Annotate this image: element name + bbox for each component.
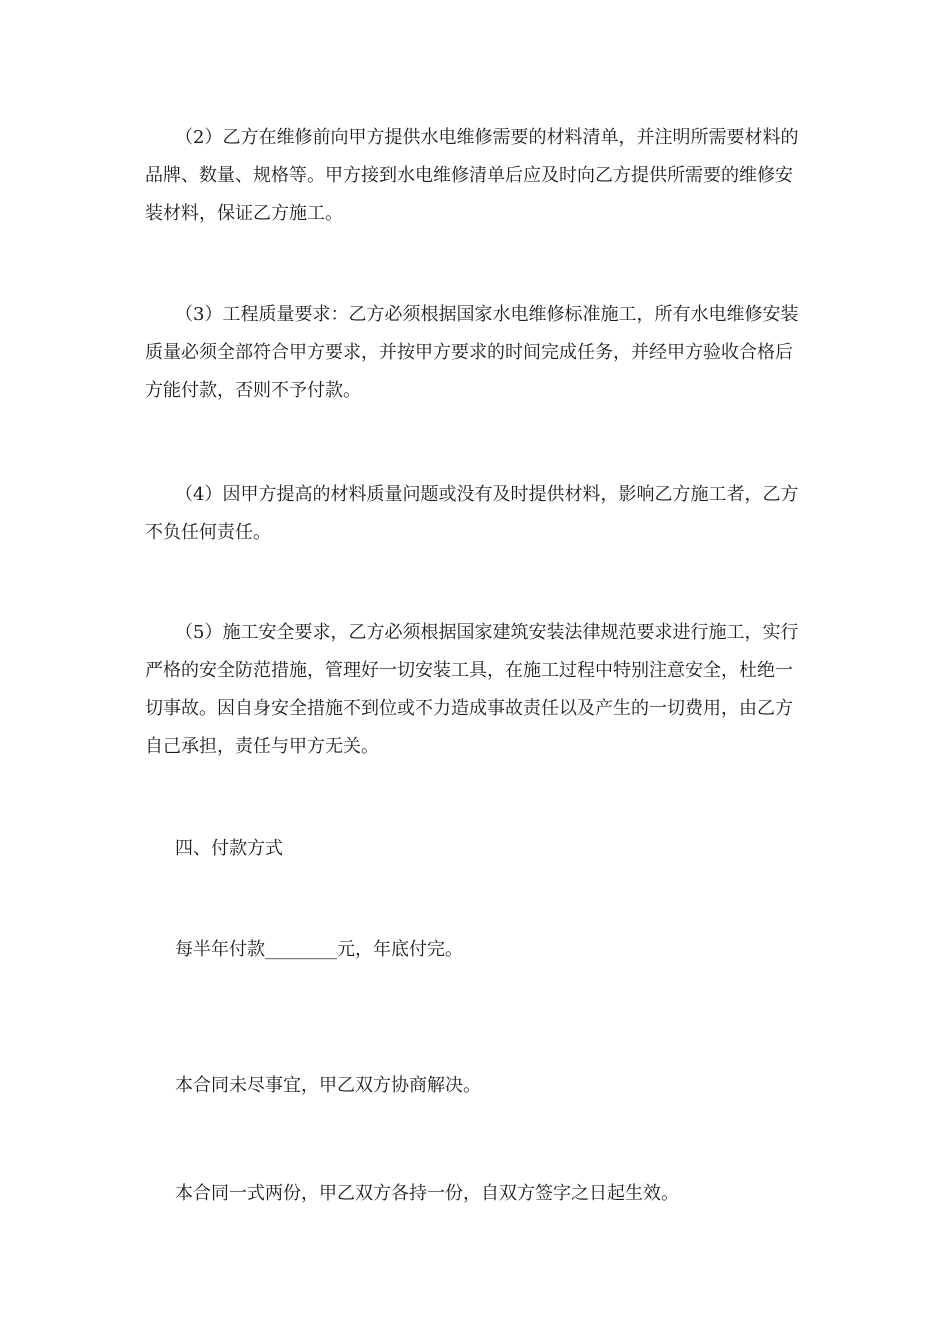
paragraph-material-list: （2）乙方在维修前向甲方提供水电维修需要的材料清单，并注明所需要材料的品牌、数量、规格等。甲方接到水电维修清单后应及时向乙方提供所需要的维修安装材料，保证乙方施工。 (145, 127, 799, 224)
paragraph-payment-terms: 每半年付款________元，年底付完。 (175, 939, 463, 960)
paragraph-material-liability: （4）因甲方提高的材料质量问题或没有及时提供材料，影响乙方施工者，乙方不负任何责任。 (145, 484, 799, 543)
paragraph-safety-requirements: （5）施工安全要求，乙方必须根据国家建筑安装法律规范要求进行施工，实行严格的安全防范措施，管理好一切安装工具，在施工过程中特别注意安全，杜绝一切事故。因自身安全措施不到位或不力造成事故责任以及产生的一切费用，由乙方自己承担，责任与甲方无关。 (145, 622, 799, 757)
paragraph-contract-copies: 本合同一式两份，甲乙双方各持一份，自双方签字之日起生效。 (175, 1183, 679, 1204)
paragraph-quality-requirements: （3）工程质量要求：乙方必须根据国家水电维修标准施工，所有水电维修安装质量必须全部符合甲方要求，并按甲方要求的时间完成任务，并经甲方验收合格后方能付款，否则不予付款。 (145, 304, 799, 401)
paragraph-unresolved-matters: 本合同未尽事宜，甲乙双方协商解决。 (175, 1075, 481, 1096)
section-heading-payment: 四、付款方式 (175, 838, 283, 859)
